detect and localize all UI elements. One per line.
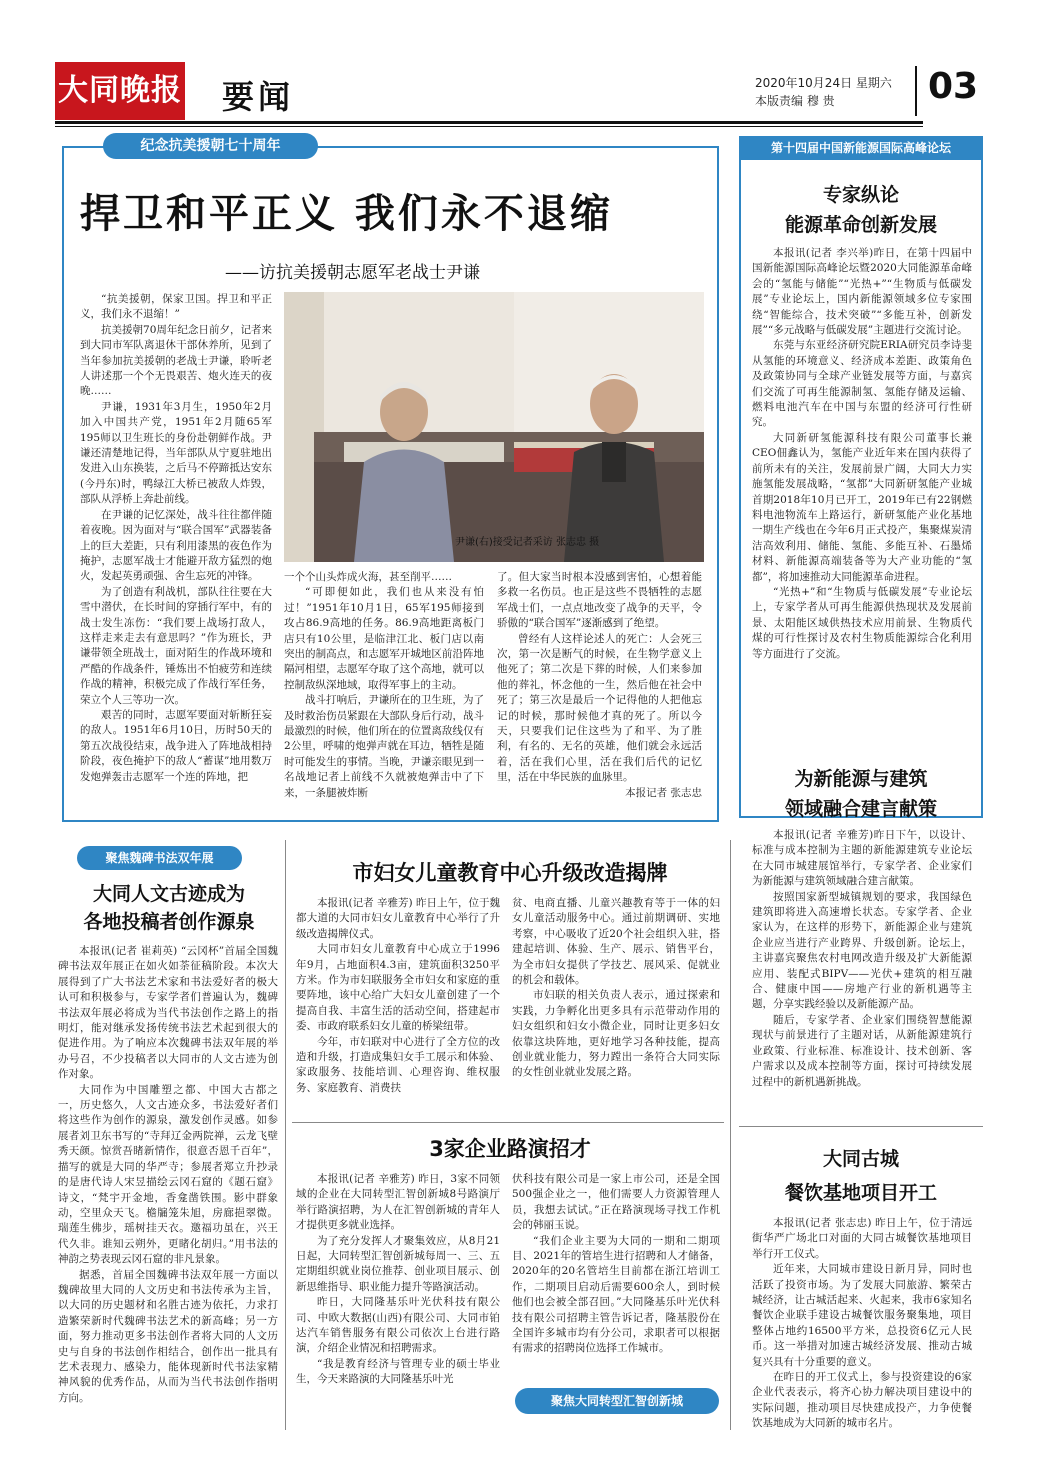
paragraph: 大同市妇女儿童教育中心成立于1996年9月，占地面积4.3亩，建筑面积3250平方米。作为市妇联服务全市妇女和家庭的重要阵地，该中心给广大妇女儿童创建了一个提高自我、丰富生活的活动空间，搭建起市委、市政府联系妇女儿童的桥梁纽带。 [296,943,500,1033]
paragraph: 一个个山头炸成火海，甚至削平…… [284,571,452,583]
paragraph: 为了充分发挥人才聚集效应，从8月21日起，大同转型汇智创新城每周一、三、五定期组织就业岗位推荐、创业项目展示、创新思维指导、职业能力提升等路演活动。 [296,1234,500,1293]
issue-date: 2020年10月24日 星期六 [755,76,892,90]
paragraph: 在昨日的开工仪式上，参与投资建设的6家企业代表表示，将齐心协力解决项目建设中的实际问题，推动项目尽快建成投产，力争使餐饮基地成为大同新的城市名片。 [752,1371,972,1430]
paragraph: 随后，专家学者、企业家们围绕智慧能源现状与前景进行了主题对话，从新能源建筑行业政策、行业标准、标准设计、技术创新、客户需求以及成本控制等方面，探讨可持续发展过程中的新机遇新挑战。 [752,1013,972,1088]
photo-illustration [284,292,704,562]
women-center-headline: 市妇女儿童教育中心升级改造揭牌 [352,861,668,885]
roadshow-column-1 [296,1172,500,1430]
paragraph: 按照国家新型城镇规划的要求，我国绿色建筑即将进入高速增长状态。专家学者、企业家认为，在这样的形势下，新能源企业与建筑企业应当进行产业跨界、升级创新。论坛上，主讲嘉宾聚焦农村电网改造升级及扩大新能源应用、装配式BIPV——光伏+建筑的相互融合、健康中国——房地产行业的新机遇等主题，分享实践经验以及新能源产品。 [752,890,972,1011]
paragraph: 尹谦，1931年3月生，1950年2月加入中国共产党，1951年2月随65军195师以卫生班长的身份赴朝鲜作战。尹谦还清楚地记得，当年部队从宁夏驻地出发进入山东换装，之后马不停蹄抵达安东(今丹东)时，鸭绿江大桥已被敌人炸毁，部队从浮桥上奔赴前线。 [80,400,272,506]
paragraph: 贫、电商直播、儿童兴趣教育等于一体的妇女儿童活动服务中心。通过前期调研、实地考察，中心吸收了近20个社会组织入驻，搭建起培训、体验、生产、展示、销售平台，为全市妇女提供了学技艺、展风采、促就业的机会和载体。 [512,897,720,987]
right-divider [739,1126,983,1127]
paragraph: 战斗打响后，尹谦所在的卫生班，为了及时救治伤员紧跟在大部队身后行动，战斗最激烈的时候，他们所在的位置离敌线仅有2公里，呼啸的炮弹声就在耳边，牺牲是随时可能发生的事情。当晚，尹谦亲眼见到一名战地记者上前线不久就被炮弹击中了下来，一条腿被炸断 [284,694,484,799]
paragraph: 本报讯(记者 崔莉英) “云冈杯”首届全国魏碑书法双年展正在如火如荼征稿阶段。本次大展得到了广大书法艺术家和书法爱好者的极大认可和积极参与，专家学者们普遍认为，魏碑书法双年展必将成为当代书法创作之路上的指明灯，能对继承发扬传统书法艺术起到很大的促进作用。为了响应本次魏碑书法双年展的举办号召，不少投稿者以大同市的人文古迹为创作对象。 [58,945,278,1081]
paragraph: 近年来，大同城市建设日新月异，同时也活跃了投资市场。为了发展大同旅游、繁荣古城经济，让古城活起来、火起来，我市6家知名餐饮企业联手建设古城餐饮服务聚集地，项目整体占地约16500平方米，总投资6亿元人民币。这一举措对加速古城经济发展、推动古城复兴具有十分重要的意义。 [752,1263,972,1368]
main-story-column-1 [80,292,272,812]
right-story-1 [752,246,972,756]
paragraph: 大同作为中国雕塑之都、中国大古都之一，历史悠久，人文古迹众多，书法爱好者们将这些作为创作的源泉，激发创作灵感。如参展者刘卫东书写的“寺拜辽金两院禅，云龙飞壁秀天颜。惊赏吾睹新情作，很意否恩千百年”，描写的就是大同的华严寺；参展者郑立升抄录的是唐代诗人宋昱描绘云冈石窟的《题石窟》诗文，“梵宇开金地，香龛凿铁围。影中群象动，空里众天飞。檐牖笼朱旭，房廊挹翠微。瑞莲生佛步，瑶树挂天衣。邀福功虽在，兴王代久非。谁知云朔外，更睹化胡归。”用书法的神韵之势表现云冈石窟的非凡景象。 [58,1083,278,1266]
calligraphy-tag: 聚焦魏碑书法双年展 [77,846,242,870]
masthead-divider [915,66,917,116]
interview-photo [284,292,704,562]
roadshow-headline: 3家企业路演招才 [429,1137,591,1161]
women-center-column-2 [512,896,720,1116]
paragraph: 为了创造有利战机，部队往往要在大雪中潜伏，在长时间的穿插行军中，有的战士发生冻伤：“我们要上战场打敌人，这样走来走去有意思吗？”作为班长，尹谦带领全班战士，面对陌生的作战环境和严酷的作战条件，锤炼出不怕疲劳和连续作战的精神，积极完成了作战行军任务，荣立个人三等功一次。 [80,585,272,706]
paragraph: 东莞与东亚经济研究院ERIA研究员李诗斐从氢能的环境意义、经济成本差距、政策角色及政策协同与全球产业链发展等方面，与嘉宾们交流了可再生能源制氢、氢能存储及运输、燃料电池汽车在中国与东盟的经济可行性研究。 [752,339,972,429]
paragraph: 据悉，首届全国魏碑书法双年展一方面以魏碑故里大同的人文历史和书法传承为主旨，以大同的历史题材和名胜古迹为依托，力求打造繁荣新时代魏碑书法艺术的新高峰；另一方面，努力推动更多书法创作者将大同的人文历史与自身的书法创作相结合，创作出一批具有艺术表现力、感染力，能体现新时代书法家精神风貌的优秀作品，从而为当代书法创作指明方向。 [58,1268,278,1404]
main-story-column-3 [497,570,702,815]
main-story-column-2 [284,570,484,815]
main-story-tag: 纪念抗美援朝七十周年 [103,133,318,159]
newspaper-logo: 大同晚报 [55,62,185,120]
paragraph: “可即便如此，我们也从来没有怕过！”1951年10月1日，65军195师接到攻占86.9高地的任务。86.9高地距离板门店只有10公里，是临津江北、板门店以南突出的制高点，和志愿军开城地区前沿阵地隔河相望，志愿军夺取了这个高地，就可以控制敌纵深地域，取得军事上的主动。 [284,586,484,691]
paragraph: 本报讯(记者 张志忠) 昨日上午，位于清远街华严广场北口对面的大同古城餐饮基地项目举行开工仪式。 [752,1217,972,1260]
right-story-2 [752,828,972,1118]
paragraph: “我是教育经济与管理专业的硕士毕业生，今天来路演的大同隆基乐叶光 [296,1357,500,1386]
paragraph: “我们企业主要为大同的一期和二期项目、2021年的管培生进行招聘和人才储备，2020年的20名管培生目前都在浙江培训工作，二期项目启动后需要600余人，到时候他们也会被全部召回。”大同隆基乐叶光伏科技有限公司招聘主管告诉记者，隆基股份在全国许多城市均有分公司，求职者可以根据有需求的招聘岗位选择工作城市。 [512,1234,720,1355]
paragraph: 艰苦的同时，志愿军要面对斩断狂妄的敌人。1951年6月10日，历时50天的第五次战役结束，战争进入了阵地战相持阶段，夜色掩护下的敌人“蓄谋”地用数万发炮弹轰击志愿军一个连的阵地，把 [80,708,272,783]
paragraph: 本报讯(记者 辛雅芳) 昨日，3家不同领域的企业在大同转型汇智创新城8号路演厅举行路演招聘，为人在汇智创新城的青年人才提供更多就业选择。 [296,1173,500,1232]
paragraph: 本报讯(记者 辛雅芳)昨日下午，以设计、标准与成本控制为主题的新能源建筑专业论坛在大同市城建展馆举行，专家学者、企业家们为新能源与建筑领域融合建言献策。 [752,829,972,888]
paragraph: “抗美援朝，保家卫国。捍卫和平正义，我们永不退缩！” [80,293,272,321]
middle-divider [292,1122,724,1123]
masthead-rule [55,121,923,124]
paragraph: “光热+”和“生物质与低碳发展”专业论坛上，专家学者从可再生能源供热现状及发展前景、太阳能区域供热技术应用前景、生物质代煤的可行性探讨及农村生物质能源综合化利用等方面进行了交流。 [752,585,972,660]
calligraphy-story [58,944,278,1426]
main-subhead: ——访抗美援朝志愿军老战士尹谦 [225,263,480,283]
forum-banner: 第十四届中国新能源国际高峰论坛 [739,136,983,160]
paragraph: 市妇联的相关负责人表示，通过探索和实践，力争孵化出更多具有示范带动作用的妇女组织和妇女小微企业，同时让更多妇女依靠这块阵地，更好地学习各种技能，提高创业就业能力，努力蹚出一条符合大同实际的女性创业就业发展之路。 [512,989,720,1079]
paragraph: 抗美援朝70周年纪念日前夕，记者来到大同市军队离退休干部休养所，见到了当年参加抗美援朝的老战士尹谦，聆听老人讲述那一个个无畏艰苦、炮火连天的夜晚…… [80,323,272,398]
page-editor: 本版责编 穆 贵 [755,94,835,108]
paragraph: 曾经有人这样论述人的死亡：人会死三次，第一次是断气的时候，在生物学意义上他死了；第二次是下葬的时候，人们来参加他的葬礼，怀念他的一生，然后他在社会中死了；第三次是最后一个记得他的人把他忘记的时候，那时候他才真的死了。所以今天，只要我们记住这些为了和平、为了胜利，有名的、无名的英雄，他们就会永远活着，活在我们心里，活在我们后代的记忆里，活在中华民族的血脉里。 [497,632,702,784]
calligraphy-headline: 大同人文古迹成为 各地投稿者创作源泉 [83,883,255,933]
paragraph: 今年，市妇联对中心进行了全方位的改造和升级，打造成集妇女手工展示和体验、家政服务、技能培训、心理咨询、维权服务、家庭教育、消费扶 [296,1035,500,1094]
roadshow-column-2 [512,1172,720,1378]
paragraph: 了。但大家当时根本没感到害怕，心想着能多救一名伤员。也正是这些不畏牺牲的志愿军战士们，一点点地改变了战争的天平，令骄傲的“联合国军”逐渐感到了绝望。 [497,571,702,630]
paragraph: 伏科技有限公司是一家上市公司，还是全国500强企业之一，他们需要人力资源管理人员，我想去试试。”正在路演现场寻找工作机会的韩丽玉说。 [512,1173,720,1232]
right-story-3 [752,1216,972,1436]
column-divider [285,840,286,1430]
section-title: 要闻 [222,78,295,116]
photo-caption: 尹谦(右)接受记者采访 张志忠 摄 [455,537,600,548]
paragraph: 本报讯(记者 辛雅芳) 昨日上午，位于魏都大道的大同市妇女儿童教育中心举行了升级改造揭牌仪式。 [296,897,500,940]
right-headline-1: 专家纵论 能源革命创新发展 [784,184,937,236]
page-number: 03 [928,66,979,107]
right-headline-3: 大同古城 餐饮基地项目开工 [784,1148,937,1204]
masthead-rule-thin [55,126,923,127]
byline: 本报记者 张志忠 [625,786,702,799]
paragraph: 昨日，大同隆基乐叶光伏科技有限公司、中欧大数据(山西)有限公司、大同市铂达汽车销售服务有限公司依次上台进行路演，介绍企业情况和招聘需求。 [296,1296,500,1355]
women-center-column-1 [296,896,500,1116]
paragraph: 在尹谦的记忆深处，战斗往往都伴随着夜晚。因为面对与“联合国军”武器装备上的巨大差距，只有利用漆黑的夜色作为掩护，志愿军战士才能避开敌方猛烈的炮火，发起英勇顽强、舍生忘死的冲锋。 [80,508,272,583]
paragraph: 大同新研氢能源科技有限公司董事长兼CEO佃鑫认为，氢能产业近年来在国内获得了前所未有的关注，发展前景广阔，大同大力实施氢能发展战略，“氢都”大同新研氢能产业城首期2018年10月已开工，2019年已有22钢燃料电池物流车上路运行，新研氢能产业化基地一期生产线也在今年6月正式投产，集聚煤炭清洁高效利用、储能、氢能、多能互补、石墨烯材料、新能源高端装备等为大产业功能的“氢都”，将加速推动大同能源革命进程。 [752,431,972,583]
right-headline-2: 为新能源与建筑 领域融合建言献策 [784,768,937,820]
innovation-city-tag: 聚焦大同转型汇智创新城 [515,1388,719,1414]
column-divider-right [730,840,731,1430]
main-headline: 捍卫和平正义 我们永不退缩 [80,191,613,237]
paragraph: 本报讯(记者 李兴举)昨日，在第十四届中国新能源国际高峰论坛暨2020大同能源革命峰会的“氢能与储能”“光热+”“生物质与低碳发展”专业论坛上，国内新能源领域多位专家围绕“智能综合，技术突破”“多能互补，创新发展”“多元战略与低碳发展”主题进行交流讨论。 [752,247,972,337]
